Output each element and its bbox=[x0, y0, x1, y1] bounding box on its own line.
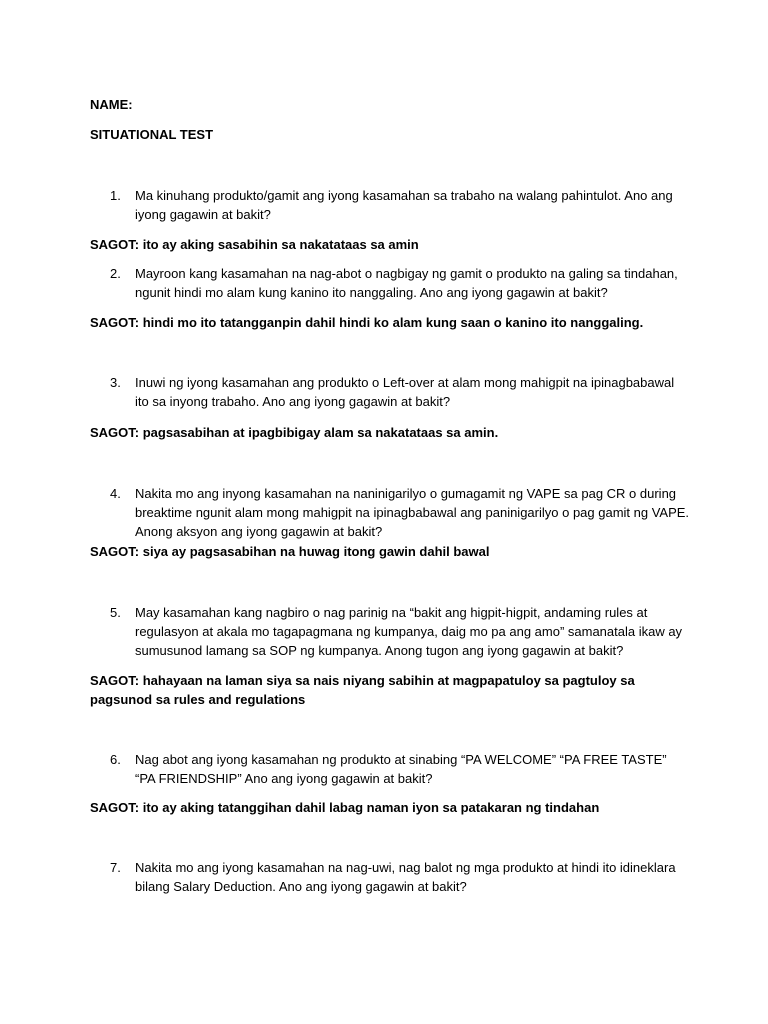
answer-6: SAGOT: ito ay aking tatanggihan dahil labag naman iyon sa patakaran ng tindahan bbox=[90, 800, 600, 815]
question-7 bbox=[110, 858, 690, 896]
question-number: 6. bbox=[110, 752, 121, 767]
answer-5: SAGOT: hahayaan na laman siya sa nais niyang sabihin at magpapatuloy sa pagtuloy sa pagsunod sa rules and regulations bbox=[90, 673, 635, 707]
question-number: 7. bbox=[110, 860, 121, 875]
question-text: Inuwi ng iyong kasamahan ang produkto o Left-over at alam mong mahigpit na ipinagbabawal ito sa inyong trabaho. Ano ang iyong gagawin at bakit? bbox=[135, 375, 675, 409]
question-number: 1. bbox=[110, 188, 121, 203]
answer-1: SAGOT: ito ay aking sasabihin sa nakatataas sa amin bbox=[90, 237, 419, 252]
question-text: Nakita mo ang inyong kasamahan na naninigarilyo o gumagamit ng VAPE sa pag CR o during breaktime ngunit alam mong mahigpit na ipinagbabawal ang paninigarilyo o pag gamit ng VAPE. Anong aksyon ang iyong gagawin at bakit? bbox=[135, 486, 690, 539]
test-title: SITUATIONAL TEST bbox=[90, 127, 214, 142]
question-5 bbox=[110, 603, 690, 660]
question-number: 2. bbox=[110, 266, 121, 281]
question-text: May kasamahan kang nagbiro o nag parinig na “bakit ang higpit-higpit, andaming rules at regulasyon at akala mo tagapagmana ng kumpanya, daig mo pa ang amo” samanatala ikaw ay sumusunod lamang sa SOP ng kumpanya. Anong tugon ang iyong gagawin at bakit? bbox=[135, 605, 683, 658]
question-number: 3. bbox=[110, 375, 121, 390]
question-text: Ma kinuhang produkto/gamit ang iyong kasamahan sa trabaho na walang pahintulot. Ano ang iyong gagawin at bakit? bbox=[135, 188, 673, 222]
question-3 bbox=[110, 373, 690, 411]
question-1 bbox=[110, 186, 690, 224]
answer-3: SAGOT: pagsasabihan at ipagbibigay alam sa nakatataas sa amin. bbox=[90, 425, 499, 440]
question-text: Mayroon kang kasamahan na nag-abot o nagbigay ng gamit o produkto na galing sa tindahan, ngunit hindi mo alam kung kanino ito nanggaling. Ano ang iyong gagawin at bakit? bbox=[135, 266, 678, 300]
answer-4: SAGOT: siya ay pagsasabihan na huwag itong gawin dahil bawal bbox=[90, 544, 490, 559]
question-2 bbox=[110, 264, 690, 302]
name-label: NAME: bbox=[90, 97, 133, 112]
question-number: 4. bbox=[110, 486, 121, 501]
answer-2: SAGOT: hindi mo ito tatangganpin dahil hindi ko alam kung saan o kanino ito nanggaling. bbox=[90, 315, 644, 330]
question-text: Nag abot ang iyong kasamahan ng produkto at sinabing “PA WELCOME” “PA FREE TASTE” “PA FRIENDSHIP” Ano ang iyong gagawin at bakit? bbox=[135, 752, 667, 786]
question-text: Nakita mo ang iyong kasamahan na nag-uwi, nag balot ng mga produkto at hindi ito idineklara bilang Salary Deduction. Ano ang iyong gagawin at bakit? bbox=[135, 860, 676, 894]
question-4 bbox=[110, 484, 690, 541]
question-6 bbox=[110, 750, 690, 788]
question-number: 5. bbox=[110, 605, 121, 620]
